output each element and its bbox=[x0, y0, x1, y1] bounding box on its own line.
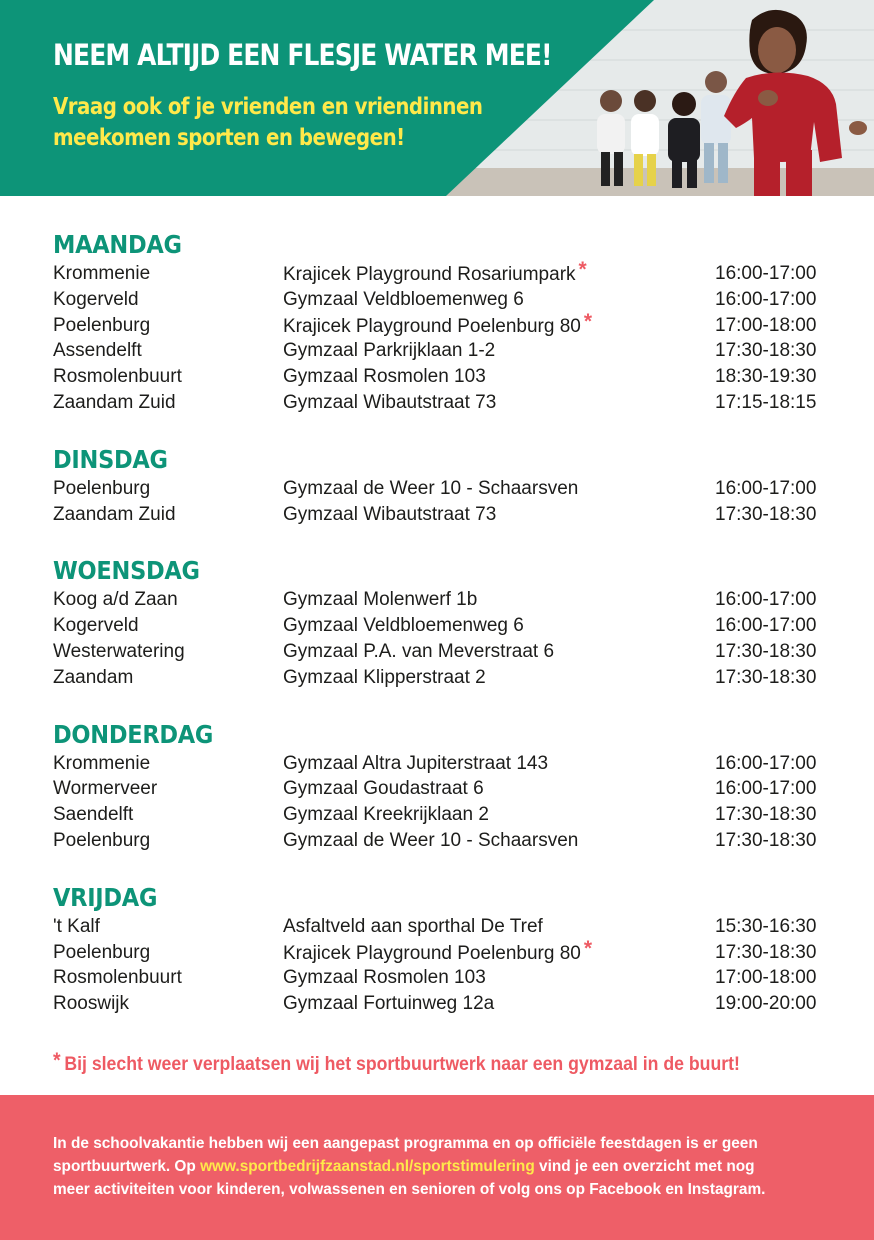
area-name: Zaandam Zuid bbox=[53, 503, 176, 525]
time-slot: 16:00-17:00 bbox=[715, 615, 817, 637]
location-text: Gymzaal Goudastraat 6 bbox=[283, 778, 484, 800]
location-name bbox=[283, 364, 486, 390]
subline-line-2: meekomen sporten en bewegen! bbox=[53, 125, 405, 151]
location-text: Gymzaal de Weer 10 - Schaarsven bbox=[283, 477, 579, 499]
time-slot: 19:00-20:00 bbox=[715, 993, 817, 1015]
footer-banner bbox=[0, 1095, 874, 1240]
area-name: Zaandam Zuid bbox=[53, 391, 176, 413]
area-name: Rooswijk bbox=[53, 993, 130, 1015]
location-name bbox=[283, 287, 524, 313]
area-name: Kogerveld bbox=[53, 288, 139, 310]
time-slot: 17:00-18:00 bbox=[715, 967, 817, 989]
area-name: Kogerveld bbox=[53, 615, 139, 637]
time-slot: 17:30-18:30 bbox=[715, 804, 817, 826]
time-slot: 17:30-18:30 bbox=[715, 340, 817, 362]
asterisk-icon: * bbox=[583, 309, 593, 333]
location-name bbox=[283, 502, 496, 528]
location-name bbox=[283, 258, 587, 288]
day-block-woensdag bbox=[53, 554, 833, 690]
area-name: Poelenburg bbox=[53, 477, 151, 499]
location-text: Gymzaal Kreekrijklaan 2 bbox=[283, 804, 489, 826]
location-text: Gymzaal Veldbloemenweg 6 bbox=[283, 615, 524, 637]
schedule-row bbox=[53, 390, 833, 416]
schedule-row bbox=[53, 587, 833, 613]
day-block-donderdag bbox=[53, 718, 833, 854]
schedule-row bbox=[53, 965, 833, 991]
location-text: Gymzaal Rosmolen 103 bbox=[283, 967, 486, 989]
time-slot: 17:30-18:30 bbox=[715, 941, 817, 963]
time-slot: 17:30-18:30 bbox=[715, 503, 817, 525]
day-title: MAANDAG bbox=[53, 230, 182, 259]
location-text: Krajicek Playground Poelenburg 80 bbox=[283, 315, 581, 337]
area-name: Rosmolenbuurt bbox=[53, 967, 182, 989]
area-name: Westerwatering bbox=[53, 640, 185, 662]
location-text: Gymzaal de Weer 10 - Schaarsven bbox=[283, 829, 579, 851]
time-slot: 16:00-17:00 bbox=[715, 752, 817, 774]
time-slot: 16:00-17:00 bbox=[715, 477, 817, 499]
location-text: Gymzaal Rosmolen 103 bbox=[283, 366, 486, 388]
weekly-schedule bbox=[53, 228, 833, 1044]
day-title: DONDERDAG bbox=[53, 719, 214, 749]
area-name: 't Kalf bbox=[53, 915, 100, 937]
location-text: Krajicek Playground Poelenburg 80 bbox=[283, 942, 581, 964]
time-slot: 17:30-18:30 bbox=[715, 640, 817, 662]
location-name bbox=[283, 936, 593, 967]
location-text: Gymzaal Parkrijklaan 1-2 bbox=[283, 340, 496, 362]
location-text: Gymzaal Fortuinweg 12a bbox=[283, 993, 495, 1015]
website-link[interactable]: www.sportbedrijfzaanstad.nl/sportstimulering bbox=[200, 1158, 535, 1175]
day-title: WOENSDAG bbox=[53, 556, 200, 586]
schedule-row bbox=[53, 828, 833, 854]
location-text: Gymzaal Veldbloemenweg 6 bbox=[283, 288, 524, 310]
note-text: Bij slecht weer verplaatsen wij het sportbuurtwerk naar een gymzaal in de buurt! bbox=[64, 1054, 740, 1075]
time-slot: 17:00-18:00 bbox=[715, 314, 817, 336]
location-name bbox=[283, 965, 486, 991]
footer-line-2 bbox=[53, 1155, 833, 1178]
schedule-row bbox=[53, 309, 833, 339]
schedule-row bbox=[53, 936, 833, 966]
footer-line-1: In de schoolvakantie hebben wij een aangepast programma en op officiële feestdagen is er geen bbox=[53, 1135, 758, 1152]
area-name: Saendelft bbox=[53, 804, 134, 826]
subline bbox=[53, 92, 482, 154]
location-name bbox=[283, 309, 593, 340]
location-name bbox=[283, 476, 578, 502]
schedule-row bbox=[53, 665, 833, 691]
location-name bbox=[283, 991, 494, 1017]
subline-line-1: Vraag ook of je vrienden en vriendinnen bbox=[53, 94, 483, 120]
footer-text bbox=[53, 1132, 833, 1201]
area-name: Krommenie bbox=[53, 752, 151, 774]
time-slot: 15:30-16:30 bbox=[715, 915, 817, 937]
footer-line-3: meer activiteiten voor kinderen, volwassenen en senioren of volg ons op Facebook en Instagram. bbox=[53, 1181, 766, 1198]
schedule-row bbox=[53, 751, 833, 777]
area-name: Assendelft bbox=[53, 340, 142, 362]
day-block-dinsdag bbox=[53, 443, 833, 528]
location-name bbox=[283, 587, 477, 613]
schedule-row bbox=[53, 914, 833, 940]
day-block-vrijdag bbox=[53, 881, 833, 1017]
location-name bbox=[283, 390, 496, 416]
asterisk-icon: * bbox=[583, 936, 593, 960]
location-text: Gymzaal P.A. van Meverstraat 6 bbox=[283, 640, 555, 662]
schedule-row bbox=[53, 502, 833, 528]
footer-line-2-start: sportbuurtwerk. Op bbox=[53, 1158, 201, 1175]
schedule-row bbox=[53, 338, 833, 364]
schedule-row bbox=[53, 364, 833, 390]
location-name bbox=[283, 751, 548, 777]
footer-line-2-end: vind je een overzicht met nog bbox=[534, 1158, 755, 1175]
location-text: Gymzaal Altra Jupiterstraat 143 bbox=[283, 752, 549, 774]
location-name bbox=[283, 914, 543, 940]
time-slot: 17:30-18:30 bbox=[715, 829, 817, 851]
schedule-row bbox=[53, 258, 833, 287]
area-name: Poelenburg bbox=[53, 941, 151, 963]
location-text: Gymzaal Wibautstraat 73 bbox=[283, 391, 497, 413]
location-name bbox=[283, 665, 486, 691]
schedule-row bbox=[53, 802, 833, 828]
area-name: Zaandam bbox=[53, 666, 134, 688]
location-name bbox=[283, 776, 484, 802]
area-name: Poelenburg bbox=[53, 829, 151, 851]
location-name bbox=[283, 613, 524, 639]
area-name: Poelenburg bbox=[53, 314, 151, 336]
time-slot: 16:00-17:00 bbox=[715, 288, 817, 310]
time-slot: 16:00-17:00 bbox=[715, 778, 817, 800]
asterisk-icon: * bbox=[53, 1049, 61, 1072]
header-banner bbox=[0, 0, 874, 196]
schedule-row bbox=[53, 991, 833, 1017]
bad-weather-note bbox=[53, 1049, 740, 1076]
location-text: Gymzaal Molenwerf 1b bbox=[283, 589, 478, 611]
location-text: Asfaltveld aan sporthal De Tref bbox=[283, 915, 543, 937]
schedule-row bbox=[53, 287, 833, 313]
day-title: DINSDAG bbox=[53, 444, 168, 474]
area-name: Krommenie bbox=[53, 263, 151, 284]
location-name bbox=[283, 828, 578, 854]
day-title: VRIJDAG bbox=[53, 882, 158, 912]
location-name bbox=[283, 802, 489, 828]
location-name bbox=[283, 639, 554, 665]
headline: NEEM ALTIJD EEN FLESJE WATER MEE! bbox=[53, 38, 552, 72]
day-block-maandag bbox=[53, 228, 833, 416]
schedule-row bbox=[53, 639, 833, 665]
time-slot: 17:15-18:15 bbox=[715, 391, 817, 413]
schedule-row bbox=[53, 476, 833, 502]
area-name: Koog a/d Zaan bbox=[53, 589, 178, 611]
asterisk-icon: * bbox=[578, 258, 587, 281]
location-text: Gymzaal Klipperstraat 2 bbox=[283, 666, 486, 688]
location-name bbox=[283, 338, 495, 364]
area-name: Rosmolenbuurt bbox=[53, 366, 182, 388]
time-slot: 16:00-17:00 bbox=[715, 589, 817, 611]
time-slot: 17:30-18:30 bbox=[715, 666, 817, 688]
time-slot: 16:00-17:00 bbox=[715, 263, 817, 284]
time-slot: 18:30-19:30 bbox=[715, 366, 817, 388]
area-name: Wormerveer bbox=[53, 778, 158, 800]
location-text: Krajicek Playground Rosariumpark bbox=[283, 264, 576, 285]
location-text: Gymzaal Wibautstraat 73 bbox=[283, 503, 497, 525]
schedule-row bbox=[53, 613, 833, 639]
schedule-row bbox=[53, 776, 833, 802]
